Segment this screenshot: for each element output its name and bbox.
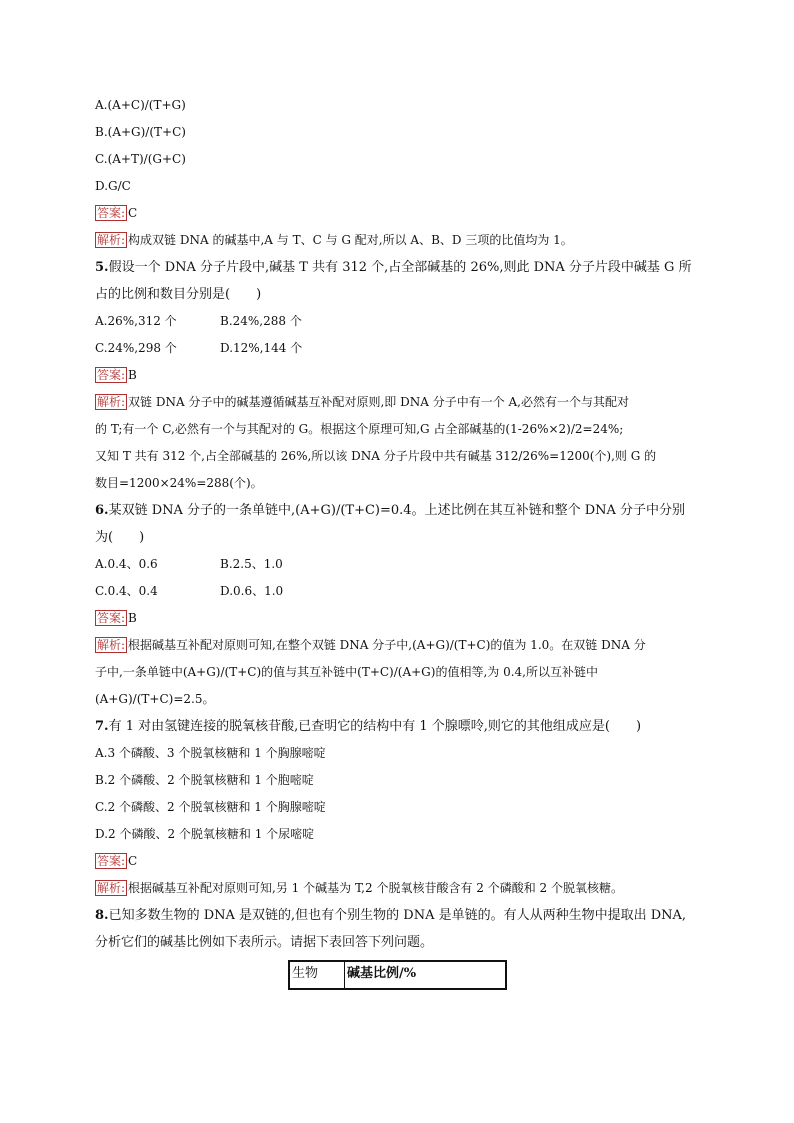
question-number: 5. — [95, 260, 109, 275]
q4-option-a: A.(A+C)/(T+G) — [95, 98, 186, 112]
analysis-text: 构成双链 DNA 的碱基中,A 与 T、C 与 G 配对,所以 A、B、D 三项的比值均为 1。 — [128, 233, 573, 247]
q6-options-row-2 — [95, 578, 715, 605]
q6-analysis-line-3: (A+G)/(T+C)=2.5。 — [95, 692, 215, 706]
q7-answer — [95, 848, 715, 875]
document-page — [95, 92, 715, 990]
answer-tag: 答案: — [97, 854, 126, 868]
q4-option-d: D.G/C — [95, 179, 131, 193]
q7-option-a: A.3 个磷酸、3 个脱氧核糖和 1 个胸腺嘧啶 — [95, 746, 326, 760]
q6-option-b: B.2.5、1.0 — [220, 557, 283, 571]
q6-option-c: C.0.4、0.4 — [95, 584, 158, 598]
q6-answer — [95, 605, 715, 632]
q6-analysis-line-1: 解析: 根据碱基互补配对原则可知,在整个双链 DNA 分子中,(A+G)/(T+C)的值为 1.0。在双链 DNA 分 — [97, 638, 646, 652]
q7-option-c: C.2 个磷酸、2 个脱氧核糖和 1 个胸腺嘧啶 — [95, 800, 326, 814]
answer-value: C — [128, 854, 138, 868]
q4-answer — [95, 200, 715, 227]
q5-stem-line-2: 占的比例和数目分别是( ) — [95, 287, 262, 302]
q5-stem-line-1: 5.假设一个 DNA 分子片段中,碱基 T 共有 312 个,占全部碱基的 26%,则此 DNA 分子片段中碱基 G 所 — [95, 260, 692, 275]
q8-stem-line-1: 8.已知多数生物的 DNA 是双链的,但也有个别生物的 DNA 是单链的。有人从两种生物中提取出 DNA, — [95, 908, 687, 923]
q6-option-a: A.0.4、0.6 — [95, 557, 158, 571]
q5-answer — [95, 362, 715, 389]
answer-tag: 答案: — [97, 368, 126, 382]
q6-options-row-1 — [95, 551, 715, 578]
q6-stem-line-1: 6.某双链 DNA 分子的一条单链中,(A+G)/(T+C)=0.4。上述比例在其互补链和整个 DNA 分子中分别 — [95, 503, 686, 518]
q7-stem-line-1: 7.有 1 对由氢键连接的脱氧核苷酸,已查明它的结构中有 1 个腺嘌呤,则它的其他组成应是( ) — [95, 719, 642, 734]
q5-option-b: B.24%,288 个 — [220, 314, 302, 328]
question-number: 7. — [95, 719, 109, 734]
q5-option-d: D.12%,144 个 — [220, 341, 303, 355]
table-header-base-ratio: 碱基比例/% — [345, 961, 507, 989]
answer-value: C — [128, 206, 138, 220]
q6-analysis-line-2: 子中,一条单链中(A+G)/(T+C)的值与其互补链中(T+C)/(A+G)的值相等,为 0.4,所以互补链中 — [95, 665, 598, 679]
question-number: 6. — [95, 503, 109, 518]
analysis-tag: 解析: — [97, 881, 126, 895]
q5-option-c: C.24%,298 个 — [95, 341, 177, 355]
q5-analysis-line-1: 解析: 双链 DNA 分子中的碱基遵循碱基互补配对原则,即 DNA 分子中有一个 A,必然有一个与其配对 — [97, 395, 629, 409]
question-number: 8. — [95, 908, 109, 923]
q6-stem-line-2: 为( ) — [95, 530, 145, 545]
q7-option-d: D.2 个磷酸、2 个脱氧核糖和 1 个尿嘧啶 — [95, 827, 315, 841]
q7-option-b: B.2 个磷酸、2 个脱氧核糖和 1 个胞嘧啶 — [95, 773, 314, 787]
base-ratio-table — [288, 960, 507, 990]
table-header-organism: 生物 — [289, 961, 345, 989]
q8-stem-line-2: 分析它们的碱基比例如下表所示。请据下表回答下列问题。 — [95, 935, 434, 950]
analysis-tag: 解析: — [97, 395, 126, 409]
q6-option-d: D.0.6、1.0 — [220, 584, 284, 598]
answer-tag: 答案: — [97, 611, 126, 625]
analysis-tag: 解析: — [97, 233, 126, 247]
q5-analysis-line-3: 又知 T 共有 312 个,占全部碱基的 26%,所以该 DNA 分子片段中共有碱基 312/26%=1200(个),则 G 的 — [95, 449, 657, 463]
q5-option-a: A.26%,312 个 — [95, 314, 177, 328]
analysis-tag: 解析: — [97, 638, 126, 652]
q5-options-row-1 — [95, 308, 715, 335]
answer-value: B — [128, 368, 137, 382]
q5-analysis-line-2: 的 T;有一个 C,必然有一个与其配对的 G。根据这个原理可知,G 占全部碱基的(1-26%×2)/2=24%; — [95, 422, 624, 436]
base-ratio-table-wrap — [288, 960, 715, 990]
table-header-row — [289, 961, 506, 989]
q4-option-c: C.(A+T)/(G+C) — [95, 152, 186, 166]
answer-tag: 答案: — [97, 206, 126, 220]
q4-analysis — [95, 227, 715, 254]
q5-options-row-2 — [95, 335, 715, 362]
answer-value: B — [128, 611, 137, 625]
q7-analysis: 解析: 根据碱基互补配对原则可知,另 1 个碱基为 T,2 个脱氧核苷酸含有 2 个磷酸和 2 个脱氧核糖。 — [97, 881, 623, 895]
q5-analysis-line-4: 数目=1200×24%=288(个)。 — [95, 476, 263, 490]
q4-option-b: B.(A+G)/(T+C) — [95, 125, 186, 139]
